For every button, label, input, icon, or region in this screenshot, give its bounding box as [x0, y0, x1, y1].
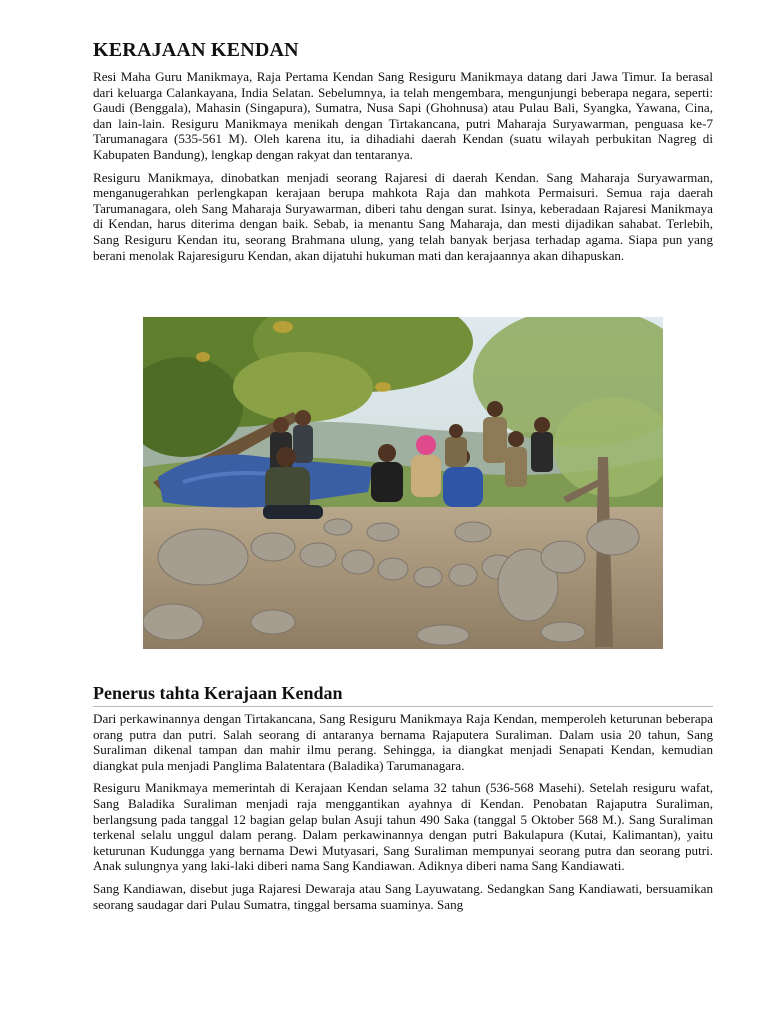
section-paragraph-1: Dari perkawinannya dengan Tirtakancana, Sang Resiguru Manikmaya Raja Kendan, memperoleh keturunan beberapa orang putra dan putri. Salah seorang di antaranya bernama Rajaputera Suraliman. Dalam usia 20 tahun, Sang Suraliman dikenal tampan dan mahir ilmu perang. Sehingga, ia diangkat menjadi Senapati Kendan, kemudian diangkat pula menjadi Panglima Balatentara (Baladika) Tarumanagara.: [93, 711, 713, 773]
page-title: KERAJAAN KENDAN: [93, 39, 299, 61]
article-intro: [93, 38, 713, 263]
intro-paragraph-2: Resiguru Manikmaya, dinobatkan menjadi seorang Rajaresi di daerah Kendan. Sang Maharaja Suryawarman, menganugerahkan perlengkapan kerajaan berupa mahkota Raja dan mahkota Permaisuri. Semua raja daerah Tarumanagara, oleh Sang Maharaja Suryawarman, diberi tahu dengan surat. Isinya, keberadaan Rajaresi Manikmaya di Kendan, harus diterima dengan baik. Sebab, ia menantu Sang Maharaja, dan mesti dijadikan sahabat. Terlebih, Sang Resiguru Kendan itu, seorang Brahmana ulung, yang telah banyak berjasa terhadap agama. Siapa pun yang berani menolak Rajaresiguru Kendan, akan dijatuhi hukuman mati dan kerajaannya akan dihapuskan.: [93, 169, 713, 263]
section-paragraph-2: Resiguru Manikmaya memerintah di Kerajaan Kendan selama 32 tahun (536-568 Masehi). Setelah resiguru wafat, Sang Baladika Suraliman menjadi raja menggantikan ayahnya di Kendan. Penobatan Rajaputra Suraliman, berlangsung pada tanggal 12 bagian gelap bulan Asuji tahun 490 Saka (tanggal 5 Oktober 568 M.). Sang Suraliman terkenal selalu unggul dalam perang. Dalam perkawinannya dengan putri Bakulapura (Kutai, Kalimantan), yaitu keturunan Kudungga yang bernama Dewi Mutyasari, Sang Suraliman mempunyai seorang putra dan seorang putri. Anak sulungnya yang laki-laki diberi nama Sang Kandiawan. Adiknya diberi nama Sang Kandiawati.: [93, 780, 713, 874]
section-paragraph-3: Sang Kandiawan, disebut juga Rajaresi Dewaraja atau Sang Layuwatang. Sedangkan Sang Kandiawati, bersuamikan seorang saudagar dari Pulau Sumatra, tinggal bersama suaminya. Sang: [93, 880, 713, 912]
article-section: [93, 711, 713, 912]
site-photo-illustration: [143, 317, 663, 649]
section-heading: Penerus tahta Kerajaan Kendan: [93, 682, 713, 707]
intro-paragraph-1: Resi Maha Guru Manikmaya, Raja Pertama Kendan Sang Resiguru Manikmaya datang dari Jawa Timur. Ia berasal dari keluarga Calankayana, India Selatan. Sebelumnya, ia telah mengembara, mengunjungi beberapa negara, seperti: Gaudi (Benggala), Mahasin (Singapura), Sumatra, Nusa Sapi (Ghohnusa) atau Pulau Bali, Syangka, Yawana, Cina, dan lain-lain. Resiguru Manikmaya menikah dengan Tirtakancana, putri Maharaja Suryawarman, penguasa ke-7 Tarumanagara (535-561 M). Oleh karena itu, ia dihadiahi daerah Kendan (suatu wilayah perbukitan Nagreg di Kabupaten Bandung), lengkap dengan rakyat dan tentaranya.: [93, 69, 713, 162]
site-photo: [143, 317, 663, 649]
